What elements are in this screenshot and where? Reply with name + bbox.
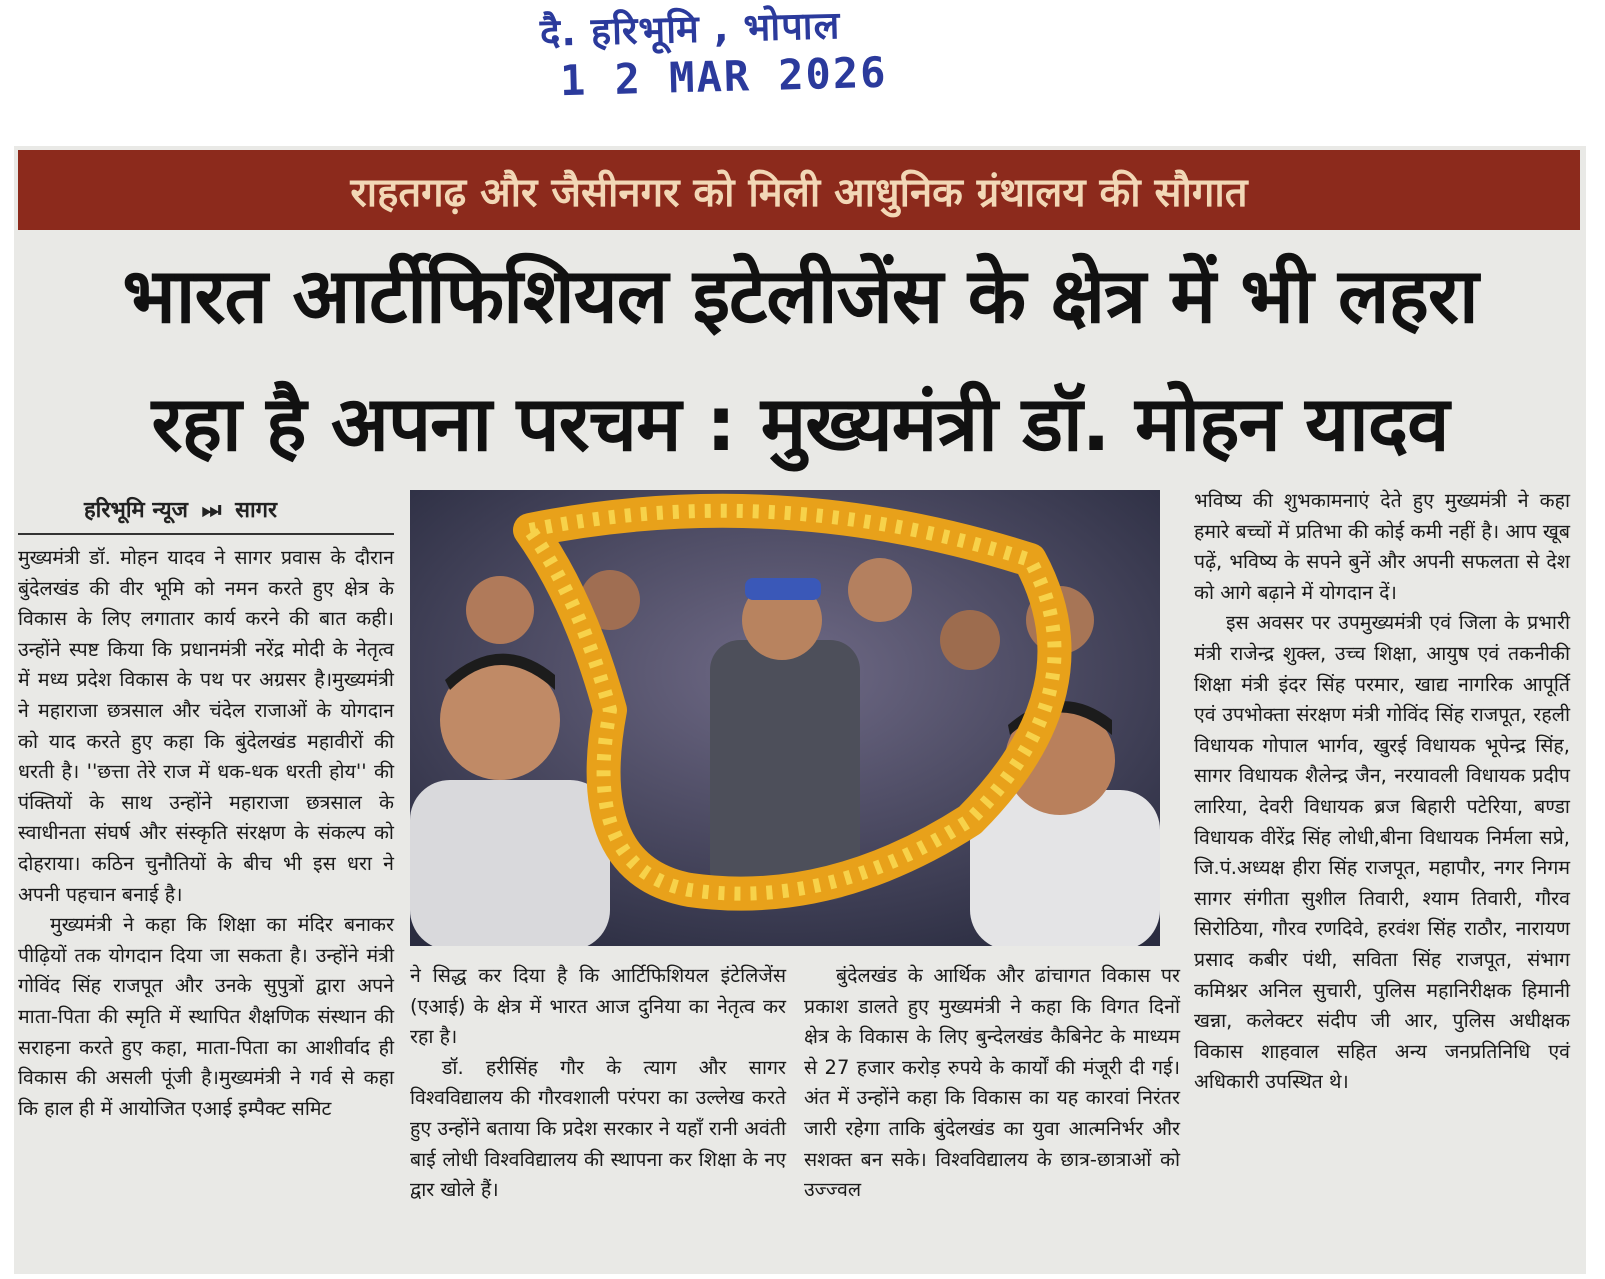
headline-line-2: रहा है अपना परचम : मुख्यमंत्री डॉ. मोहन यादव	[151, 379, 1449, 468]
byline-place: सागर	[235, 498, 278, 523]
column-1-paragraph-1: मुख्यमंत्री डॉ. मोहन यादव ने सागर प्रवास के दौरान बुंदेलखंड की वीर भूमि को नमन करते हुए क्षेत्र के विकास के लिए लगातार कार्य करने की बात कही। उन्होंने स्पष्ट किया कि प्रधानमंत्री नरेंद्र मोदी के नेतृत्व में मध्य प्रदेश विकास के पथ पर अग्रसर है।मुख्यमंत्री ने महाराजा छत्रसाल और चंदेल राजाओं के योगदान को याद करते हुए कहा कि बुंदेलखंड महावीरों की धरती है। ''छत्ता तेरे राज में धक-धक धरती होय'' की पंक्तियों के साथ उन्होंने महाराजा छत्रसाल के स्वाधीनता संघर्ष और संस्कृति संरक्षण के संकल्प को दोहराया। कठिन चुनौतियों के बीच भी इस धरा ने अपनी पहचान बनाई है।	[18, 546, 394, 906]
article-column-2	[410, 961, 786, 1273]
headline-line-1: भारत आर्टीफिशियल इटेलीजेंस के क्षेत्र में भी लहरा	[122, 251, 1478, 340]
byline	[84, 494, 277, 524]
column-2-paragraph-2: डॉ. हरीसिंह गौर के त्याग और सागर विश्वविद्यालय की गौरवशाली परंपरा का उल्लेख करते हुए उन्होंने बताया कि प्रदेश सरकार ने यहाँ रानी अवंती बाई लोधी विश्वविद्यालय की स्थापना कर शिक्षा के नए द्वार खोले हैं।	[410, 1055, 786, 1202]
byline-source: हरिभूमि न्यूज	[84, 498, 188, 523]
article-column-3	[804, 961, 1180, 1273]
column-4-paragraph-1: भविष्य की शुभकामनाएं देते हुए मुख्यमंत्री ने कहा हमारे बच्चों में प्रतिभा की कोई कमी नहीं है। आप खूब पढ़ें, भविष्य के सपने बुनें और अपनी सफलता से देश को आगे बढ़ाने में योगदान दें।	[1194, 489, 1570, 604]
kicker-banner	[18, 150, 1580, 230]
newspaper-stamp-name: दै. हरिभूमि , भोपाल	[539, 3, 841, 55]
newspaper-stamp-date: 1 2 MAR 2026	[559, 47, 889, 106]
article-column-4	[1194, 486, 1570, 1274]
article-column-1	[18, 543, 394, 1273]
newspaper-clipping	[14, 146, 1586, 1274]
byline-divider	[18, 533, 394, 535]
event-photo	[410, 490, 1160, 946]
kicker-text: राहतगढ़ और जैसीनगर को मिली आधुनिक ग्रंथालय की सौगात	[350, 169, 1248, 216]
column-3-paragraph-1: बुंदेलखंड के आर्थिक और ढांचागत विकास पर प्रकाश डालते हुए मुख्यमंत्री ने कहा कि विगत दिनों क्षेत्र के विकास के लिए बुन्देलखंड कैबिनेट के माध्यम से 27 हजार करोड़ रुपये के कार्यों की मंजूरी दी गई। अंत में उन्होंने कहा कि विकास का यह कारवां निरंतर जारी रहेगा ताकि बुंदेलखंड का युवा आत्मनिर्भर और सशक्त बन सके। विश्वविद्यालय के छात्र-छात्राओं को उज्ज्वल	[804, 964, 1180, 1202]
byline-separator-icon: ⏭	[201, 498, 222, 523]
column-4-paragraph-2: इस अवसर पर उपमुख्यमंत्री एवं जिला के प्रभारी मंत्री राजेन्द्र शुक्ल, उच्च शिक्षा, आयुष एवं तकनीकी शिक्षा मंत्री इंदर सिंह परमार, खाद्य नागरिक आपूर्ति एवं उपभोक्ता संरक्षण मंत्री गोविंद सिंह राजपूत, रहली विधायक गोपाल भार्गव, खुरई विधायक भूपेन्द्र सिंह, सागर विधायक शैलेन्द्र जैन, नरयावली विधायक प्रदीप लारिया, देवरी विधायक ब्रज बिहारी पटेरिया, बण्डा विधायक वीरेंद्र सिंह लोधी,बीना विधायक निर्मला सप्रे, जि.पं.अध्यक्ष हीरा सिंह राजपूत, महापौर, नगर निगम सागर संगीता सुशील तिवारी, श्याम तिवारी, गौरव सिरोठिया, गौरव रणदिवे, हरवंश सिंह राठौर, नारायण प्रसाद कबीर पंथी, सविता सिंह राजपूत, संभाग कमिश्नर अनिल सुचारी, पुलिस महानिरीक्षक हिमानी खन्ना, कलेक्टर संदीप जी आर, पुलिस अधीक्षक विकास शाहवाल सहित अन्य जनप्रतिनिधि एवं अधिकारी उपस्थित थे।	[1194, 611, 1570, 1094]
garland-ceremony-photo	[410, 490, 1160, 946]
column-2-paragraph-1: ने सिद्ध कर दिया है कि आर्टिफिशियल इंटेलिजेंस (एआई) के क्षेत्र में भारत आज दुनिया का नेतृत्व कर रहा है।	[410, 964, 786, 1049]
column-1-paragraph-2: मुख्यमंत्री ने कहा कि शिक्षा का मंदिर बनाकर पीढ़ियों तक योगदान दिया जा सकता है। उन्होंने मंत्री गोविंद सिंह राजपूत और उनके सुपुत्रों द्वारा अपने माता-पिता की स्मृति में स्थापित शैक्षणिक संस्थान की सराहना करते हुए कहा, माता-पिता का आशीर्वाद ही विकास की असली पूंजी है।मुख्यमंत्री ने गर्व से कहा कि हाल ही में आयोजित एआई इम्पैक्ट समिट	[18, 913, 394, 1120]
